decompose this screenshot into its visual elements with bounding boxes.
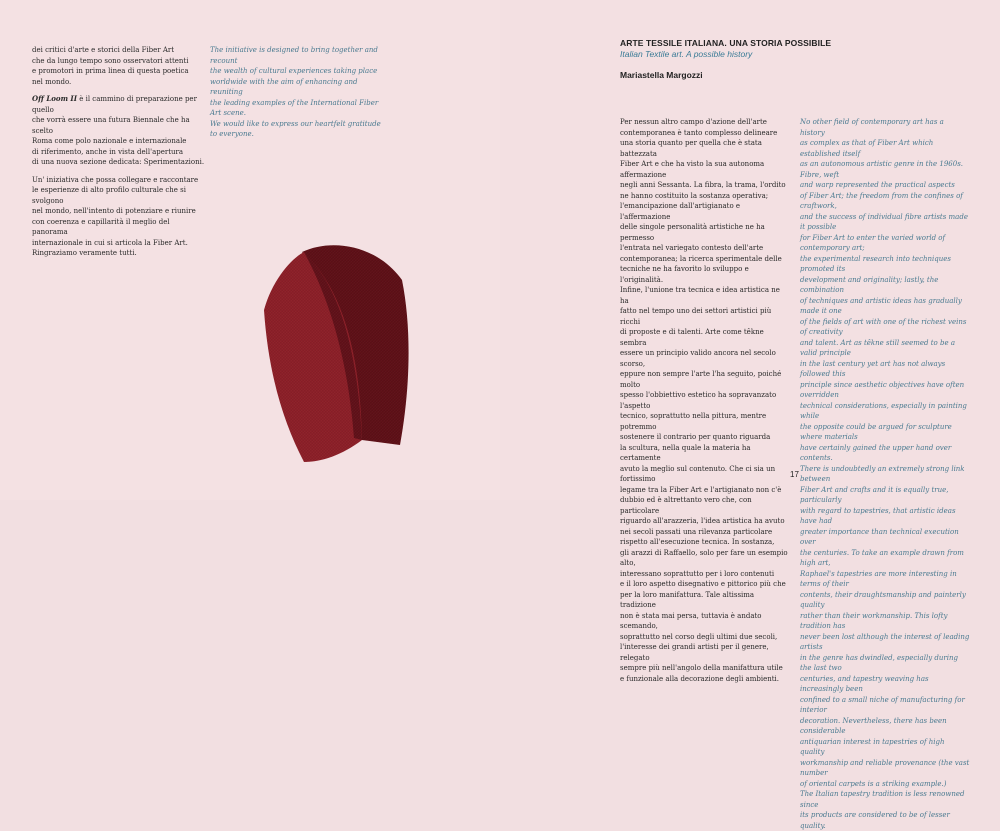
left-italian-paragraph-2-text: è il cammino di preparazione per quello che vorrà essere una futura Biennale che ha scelto Roma come polo nazionale e internazionale di riferimento, anche in vista dell'apertura di una nuova sezione dedicata: Sperimentazioni. [32,95,205,166]
right-italian-column: Per nessun altro campo d'azione dell'arte contemporanea è tanto complesso delineare una storia quanto per quella che è stata battezzata Fiber Art e che ha visto la sua autonoma affermazione negli anni Sessanta. La fibra, la trama, l'ordito ne hanno costituito la sostanza operativa; l'emancipazione dall'artigianato e l'affermazione delle singole personalità artistiche ne ha permesso l'entrata nel variegato contesto dell'arte contemporanea; la ricerca sperimentale delle tecniche ne ha favorito lo sviluppo e l'originalità. Infine, l'unione tra tecnica e idea artistica ne ha fatto nel tempo uno dei settori artistici più ricchi di proposte e di talenti. Arte come têkne sembra essere un principio valido ancora nel secolo scorso, eppure non sempre l'arte l'ha seguito, poiché molto spesso l'obbiettivo estetico ha sopravanzato l'aspetto tecnico, soprattutto nella pittura, mentre potremmo sostenere il contrario per quanto riguarda la scultura, nella quale la materia ha certamente avuto la meglio sul contenuto. Che ci sia un fortissimo legame tra la Fiber Art e l'artigianato non c'è dubbio ed è altrettanto vero che, con particolare riguardo all'arazzeria, l'idea artistica ha avuto nei secoli passati una rilevanza particolare rispetto all'esecuzione tecnica. In sostanza, gli arazzi di Raffaello, solo per fare un esempio alto, interessano soprattutto per i loro contenuti e il loro aspetto disegnativo e pittorico più che per la loro manifattura. Tale altissima tradizione non è stata mai persa, tuttavia è andato scemando, soprattutto nel corso degli ultimi due secoli, l'interesse dei grandi artisti per il genere, relegato sempre più nell'angolo della manifattura utile e funzionale alla decorazione degli ambienti. [620,118,788,683]
left-italian-paragraph-2 [32,94,207,168]
red-textile-artwork [262,240,414,470]
left-italian-column [32,45,207,266]
off-loom-title: Off Loom II [32,94,77,103]
left-italian-paragraph-1: dei critici d'arte e storici della Fiber Art che da lungo tempo sono osservatori attenti e promotori in prima linea di questa poetica nel mondo. [32,46,189,86]
left-italian-paragraph-3: Un' iniziativa che possa collegare e raccontare le esperienze di alto profilo culturale che si svolgono nel mondo, nell'intento di potenziare e riunire con coerenza e capillarità il meglio del panorama internazionale in cui si articola la Fiber Art. Ringraziamo veramente tutti. [32,175,199,257]
article-heading [620,38,940,59]
left-english-column: The initiative is designed to bring together and recount the wealth of cultural experiences taking place worldwide with the aim of enhancing and reuniting the leading examples of the International Fiber Art scene. We would like to express our heartfelt gratitude to everyone. [210,46,381,138]
article-author: Mariastella Margozzi [620,70,703,80]
page-number: 17 [790,470,799,479]
article-subtitle: Italian Textile art. A possible history [620,49,753,59]
artwork-texture [264,245,409,462]
article-title: ARTE TESSILE ITALIANA. UNA STORIA POSSIBILE [620,38,832,48]
right-english-column: No other field of contemporary art has a history as complex as that of Fiber Art which established itself as an autonomous artistic genre in the 1960s. Fibre, weft and warp represented the practical aspects of Fiber Art; the freedom from the confines of craftwork, and the success of individual fibre artists made it possible for Fiber Art to enter the varied world of contemporary art; the experimental research into techniques promoted its development and originality; lastly, the combination of techniques and artistic ideas has gradually made it one of the fields of art with one of the richest veins of creativity and talent. Art as têkne still seemed to be a valid principle in the last century yet art has not always followed this principle since aesthetic objectives have often overridden technical considerations, especially in painting while the opposite could be argued for sculpture where materials have certainly gained the upper hand over contents. There is undoubtedly an extremely strong link between Fiber Art and crafts and it is equally true, particularly with regard to tapestries, that artistic ideas have had greater importance than technical execution over the centuries. To take an example drawn from high art, Raphael's tapestries are more interesting in terms of their contents, their draughtsmanship and painterly quality rather than their workmanship. This lofty tradition has never been lost although the interest of leading artists in the genre has dwindled, especially during the last two centuries, and tapestry weaving has increasingly been confined to a small niche of manufacturing for interior decoration. Nevertheless, there has been considerable antiquarian interest in tapestries of high quality workmanship and reliable provenance (the vast number of oriental carpets is a striking example.) The Italian tapestry tradition is less renowned since its products are considered to be of lesser quality. [800,118,970,830]
